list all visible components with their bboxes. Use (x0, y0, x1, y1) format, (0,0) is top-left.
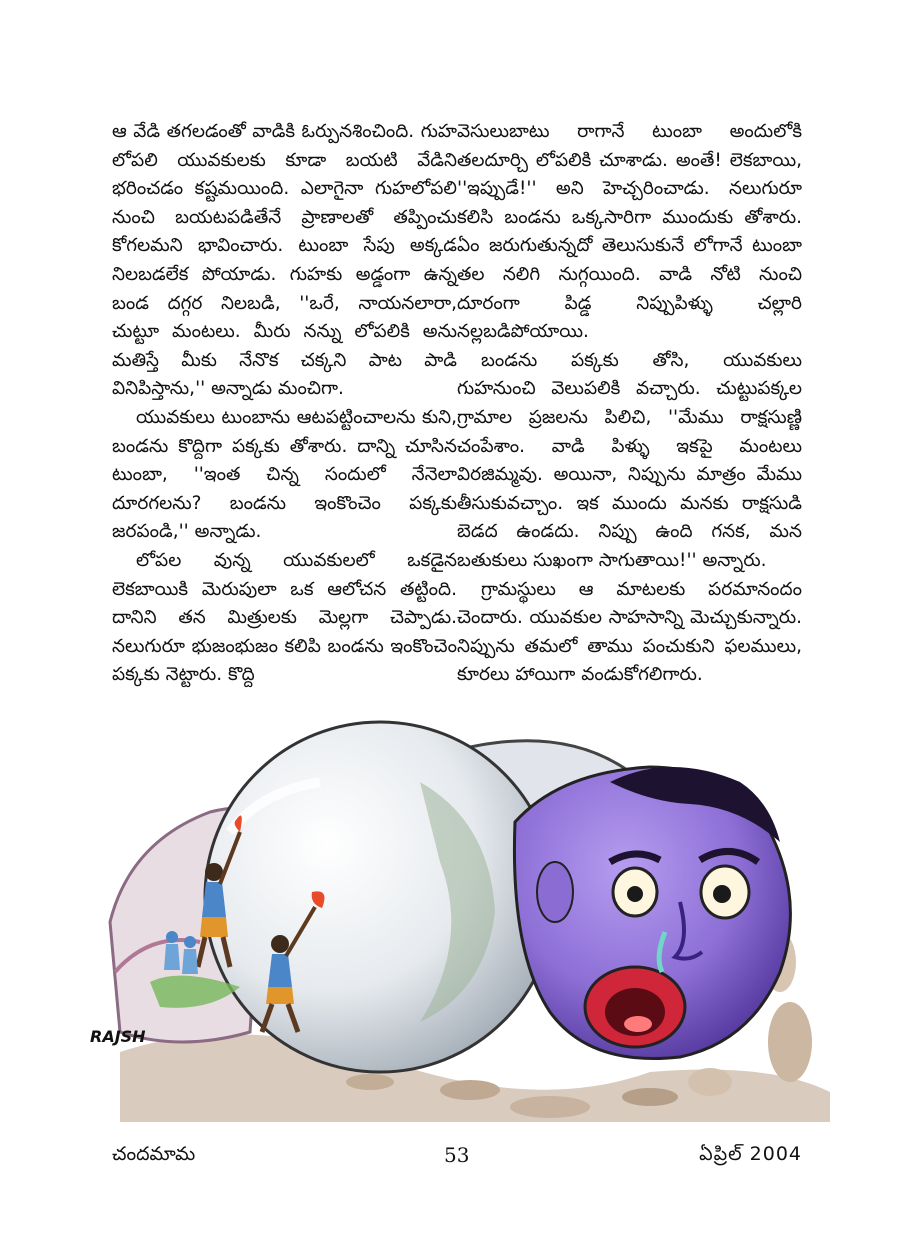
paragraph: బండను పక్కకు తోసి, యువకులు గుహనుంచి వెలుపలికి వచ్చారు. చుట్టుపక్కల గ్రామాల ప్రజలను పిలిచి, ''మేము రాక్షసుణ్ణి చంపేశాం. వాడి పిళ్ళు ఇకపై మంటలు విరజిమ్మవు. అయినా, నిప్పును మాత్రం మేము తీసుకువచ్చాం. ఇక ముందు మనకు రాక్షసుడి బెడద ఉండదు. నిప్పు ఉంది గనక, మన బతుకులు సుఖంగా సాగుతాయి!'' అన్నారు. (457, 349, 802, 571)
illustration-giant-crushed-by-boulder (90, 712, 835, 1132)
page-footer (112, 1143, 812, 1175)
paragraph: వెసులుబాటు రాగానే టుంబా అందులోకి తలదూర్చి లోపలికి చూశాడు. అంతే! లెకబాయి, ''ఇప్పుడే!'' అని హెచ్చరించాడు. నలుగురూ కలిసి బండను ఒక్కసారిగా ముందుకు తోశారు. ఏం జరుగుతున్నదో తెలుసుకునే లోగానే టుంబా తల నలిగి నుగ్గయింది. వాడి నోటి నుంచి దూరంగా పిడ్డ నిప్పుపిళ్ళు చల్లారి నల్లబడిపోయాయి. (457, 121, 802, 343)
artist-signature: RAJSH (90, 1027, 146, 1046)
paragraph: ఆ వేడి తగలడంతో వాడికి ఓర్పునశించింది. గుహ లోపలి యువకులకు కూడా బయటి వేడిని భరించడం కష్టమయింది. ఎలాగైనా గుహలోపలి నుంచి బయటపడితేనే ప్రాణాలతో తప్పించు కోగలమని భావించారు. టుంబా సేపు అక్కడ నిలబడలేక పోయాడు. గుహకు అడ్డంగా ఉన్న బండ దగ్గర నిలబడి, ''ఒరే, నాయనలారా, చుట్టూ మంటలు. మీరు నన్ను లోపలికి అను మతిస్తే మీకు నేనొక చక్కని పాట పాడి వినిపిస్తాను,'' అన్నాడు మంచిగా. (112, 121, 457, 400)
magazine-name: చందమామ (112, 1143, 196, 1165)
right-column (457, 118, 802, 690)
boulder (205, 722, 555, 1072)
paragraph: లోపల వున్న యువకులలో ఒకడైన లెకబాయికి మెరుపులా ఒక ఆలోచన తట్టింది. దానిని తన మిత్రులకు మెల్లగా చెప్పాడు. నలుగురూ భుజంభుజం కలిపి బండను ఇంకొంచెం పక్కకు నెట్టారు. కొద్ది (112, 549, 457, 686)
issue-date: ఏప్రిల్ 2004 (699, 1143, 802, 1165)
paragraph: యువకులు టుంబాను ఆటపట్టించాలను కుని, బండను కొద్దిగా పక్కకు తోశారు. దాన్ని చూసిన టుంబా, ''ఇంత చిన్న సందులో నేనెలా దూరగలను? బండను ఇంకొంచెం పక్కకు జరపండి,'' అన్నాడు. (112, 406, 457, 543)
page-number: 53 (444, 1143, 470, 1167)
left-column (112, 118, 457, 690)
giant-head (514, 767, 790, 1059)
paragraph: గ్రామస్థులు ఆ మాటలకు పరమానందం చెందారు. యువకుల సాహసాన్ని మెచ్చుకున్నారు. నిప్పును తమలో తాము పంచుకుని ఫలములు, కూరలు హాయిగా వండుకోగలిగారు. (457, 578, 802, 686)
